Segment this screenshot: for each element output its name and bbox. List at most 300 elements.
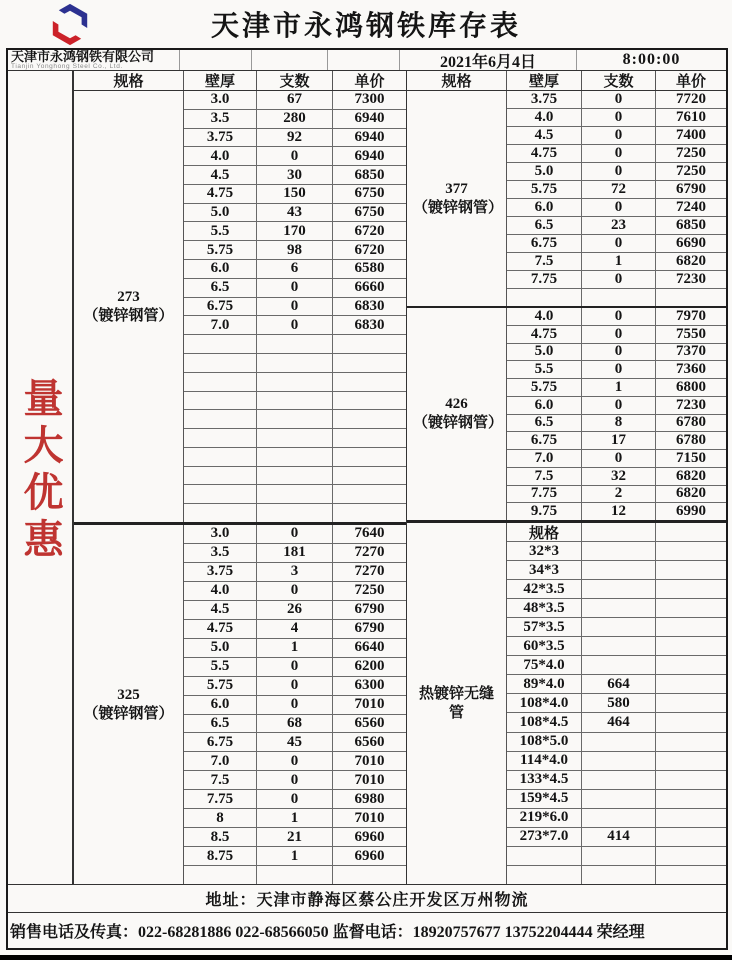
table-row [507,486,726,504]
table-cell: 3.5 [184,544,257,562]
table-cell: 7.75 [184,790,257,808]
table-cell: 7250 [676,145,706,161]
table-row [184,715,406,734]
table-cell: 3.0 [184,91,257,109]
table-cell: 17 [582,432,656,449]
spec-type: （镀锌钢管） [83,307,174,324]
table-cell [582,561,656,579]
table-row [184,828,406,847]
table-cell: 2 [582,486,656,503]
table-row [184,677,406,696]
table-cell: 68 [257,715,333,733]
table-row [184,771,406,790]
table-row [507,790,726,809]
table-cell: 5.0 [184,639,257,657]
section-rows [507,308,726,520]
table-cell [333,373,406,391]
table-cell [582,618,656,636]
table-cell: 0 [257,677,333,695]
table-cell [333,866,406,884]
table-cell: 108*4.0 [507,694,582,712]
company-logo-icon [48,3,92,46]
table-row [184,504,406,522]
table-cell [184,354,257,372]
table-row [184,467,406,486]
empty-cell [328,50,400,70]
table-row [507,109,726,127]
table-cell: 75*4.0 [507,656,582,674]
table-cell: 32*3 [507,542,582,560]
table-row [507,637,726,656]
spec-number: 273 [117,288,140,305]
table-row [507,866,726,884]
table-row [507,713,726,732]
table-cell [582,733,656,751]
table-cell: 57*3.5 [507,618,582,636]
footer-row [8,913,726,948]
time-label: 8:00:00 [622,51,681,68]
table-cell: 0 [582,450,656,467]
table-cell: 114*4.0 [507,752,582,770]
table-cell: 0 [257,582,333,600]
table-cell: 0 [582,235,656,252]
column-header-quantity: 支数 [582,71,656,90]
spec-type: （镀锌钢管） [413,199,504,216]
table-cell [257,392,333,410]
table-cell [582,637,656,655]
spec-cell [74,525,184,884]
table-cell [656,599,726,617]
table-cell: 7230 [676,271,706,287]
table-row [184,866,406,884]
company-cell [8,50,180,70]
table-cell [507,847,582,865]
table-cell [582,656,656,674]
column-header-row [74,71,406,91]
table-row [184,525,406,544]
table-cell: 3.75 [184,129,257,147]
table-cell [656,713,726,731]
table-row [507,145,726,163]
table-cell: 6780 [676,432,706,449]
table-cell: 7230 [676,396,706,413]
table-cell [656,733,726,751]
table-row [507,752,726,771]
spec-number: 热镀锌无缝管 [418,685,494,721]
table-cell: 7.0 [184,752,257,770]
table-row [507,326,726,344]
sheet-body [6,48,728,950]
spec-number: 426 [445,396,468,412]
table-row [507,450,726,468]
table-row [184,373,406,392]
table-cell: 6820 [676,253,706,269]
table-cell [582,599,656,617]
table-cell: 0 [582,308,656,325]
table-cell: 6.0 [507,397,582,414]
table-cell: 7.75 [507,486,582,503]
table-cell [507,866,582,884]
table-cell: 26 [257,601,333,619]
section-rows [507,523,726,884]
table-row [184,601,406,620]
table-row [184,696,406,715]
table-cell: 0 [257,771,333,789]
table-cell [582,866,656,884]
table-cell: 150 [257,185,333,203]
table-cell [333,504,406,522]
table-cell: 0 [257,279,333,297]
table-cell: 5.5 [184,222,257,240]
table-row [184,354,406,373]
table-row [184,733,406,752]
table-cell: 6720 [354,241,385,258]
table-cell: 5.75 [184,241,257,259]
column-header-price: 单价 [675,74,706,90]
table-row [507,181,726,199]
table-cell [582,523,656,541]
table-cell: 23 [582,217,656,234]
table-cell [656,752,726,770]
table-cell: 0 [257,298,333,316]
table-cell [582,580,656,598]
table-cell: 7550 [676,325,706,342]
table-cell: 0 [257,658,333,676]
section-426 [407,308,726,523]
table-cell: 8.75 [184,847,257,865]
table-cell: 21 [257,828,333,846]
table-cell: 4.75 [184,620,257,638]
table-row [184,222,406,241]
table-cell: 67 [257,91,333,109]
table-cell [184,485,257,503]
table-cell: 6820 [676,467,706,484]
table-cell [184,866,257,884]
table-cell [656,561,726,579]
table-cell: 7360 [676,361,706,378]
contact-text: 销售电话及传真：022-68281886 022-68566050 监督电话：18920757677 13752204444 荣经理 [10,924,645,941]
table-cell: 7.75 [507,271,582,288]
table-row [507,828,726,847]
table-row [507,432,726,450]
table-cell: 5.5 [184,658,257,676]
table-cell: 7270 [354,544,385,561]
table-row [507,253,726,271]
table-row [507,503,726,520]
table-row [184,410,406,429]
table-row [507,379,726,397]
table-row [184,448,406,467]
table-cell: 5.0 [507,344,582,361]
table-row [184,658,406,677]
table-cell: 规格 [507,523,582,541]
table-cell [257,485,333,503]
table-cell: 7250 [354,582,385,599]
table-cell: 6980 [354,790,385,807]
table-cell: 6.5 [184,279,257,297]
table-cell: 6300 [354,677,385,694]
column-header-spec: 规格 [407,71,507,90]
company-name: 天津市永鸿钢铁有限公司 [11,48,155,64]
table-row [507,561,726,580]
table-cell: 6940 [354,147,385,164]
table-cell: 7010 [354,696,385,713]
page-title: 天津市永鸿钢铁库存表 [210,11,521,42]
table-cell: 0 [257,790,333,808]
table-cell: 219*6.0 [507,809,582,827]
table-cell [656,828,726,846]
table-cell: 6.0 [184,696,257,714]
table-row [184,91,406,110]
table-cell [257,504,333,522]
table-cell: 6.75 [184,733,257,751]
table-cell: 7640 [354,525,385,542]
spec-cell [407,91,507,306]
table-cell: 4.0 [507,308,582,325]
table-cell [184,335,257,353]
table-row [184,298,406,317]
table-cell [333,392,406,410]
promo-text: 量大优惠 [18,377,63,565]
table-cell: 0 [257,316,333,334]
table-cell: 1 [257,847,333,865]
table-cell: 4.75 [507,326,582,343]
spec-number: 325 [117,686,140,703]
spec-cell [407,523,507,884]
table-cell: 6580 [354,260,385,277]
table-cell [656,289,726,306]
table-cell: 6560 [354,733,385,750]
table-cell: 6.5 [507,415,582,432]
table-cell [257,410,333,428]
table-cell: 4.5 [507,127,582,144]
table-cell [257,335,333,353]
table-cell: 45 [257,733,333,751]
table-cell [656,866,726,884]
table-cell: 0 [257,696,333,714]
spec-cell [407,308,507,520]
table-cell: 6720 [354,222,385,239]
table-cell: 4.0 [507,109,582,126]
table-cell: 6830 [354,297,385,314]
table-cell: 6990 [676,503,706,520]
table-cell: 6560 [354,715,385,731]
table-cell [257,866,333,884]
column-header-quantity: 支数 [257,71,333,90]
table-cell: 5.75 [184,677,257,695]
table-cell: 6690 [676,235,706,251]
table-cell [656,694,726,712]
table-cell: 12 [582,503,656,520]
table-cell [507,289,582,306]
table-cell [582,289,656,306]
table-row [184,204,406,223]
table-cell [333,485,406,503]
company-name-en: Tianjin Yonghong Steel Co., Ltd. [11,62,123,70]
table-cell: 7.0 [184,316,257,334]
table-cell: 4.0 [184,582,257,600]
table-cell: 32 [582,468,656,485]
table-cell: 7240 [676,199,706,215]
table-row [184,392,406,411]
table-cell: 34*3 [507,561,582,579]
table-cell: 8.5 [184,828,257,846]
table-cell [257,429,333,447]
inventory-table [8,71,726,884]
table-cell: 6.0 [507,199,582,216]
table-cell: 43 [257,204,333,222]
table-cell: 0 [582,127,656,144]
table-row [184,752,406,771]
table-row [507,656,726,675]
table-cell: 6960 [354,828,385,845]
section-hot-galvanized-seamless [407,523,726,884]
table-row [184,544,406,563]
table-cell: 3.75 [507,91,582,108]
table-cell: 7300 [354,91,385,108]
table-cell [656,523,726,541]
table-cell: 0 [257,752,333,770]
table-cell [582,847,656,865]
section-273 [74,91,406,525]
table-row [507,217,726,235]
table-cell: 0 [582,109,656,126]
table-cell: 3.75 [184,563,257,581]
column-header-row [407,71,726,91]
table-cell: 6.0 [184,260,257,278]
table-row [184,110,406,129]
table-cell: 133*4.5 [507,771,582,789]
table-cell: 6820 [676,485,706,502]
table-cell [333,354,406,372]
table-cell: 8 [582,415,656,432]
table-row [184,563,406,582]
column-header-price: 单价 [354,74,385,90]
info-row [8,50,726,71]
table-cell: 4.75 [184,185,257,203]
table-row [184,279,406,298]
table-row [507,675,726,694]
table-cell: 6750 [354,185,385,202]
table-cell: 72 [582,181,656,198]
table-cell [656,809,726,827]
table-cell: 4.5 [184,166,257,184]
table-cell: 42*3.5 [507,580,582,598]
table-row [507,618,726,637]
table-cell: 4 [257,620,333,638]
table-row [184,129,406,148]
date-label: 2021年6月4日 [400,50,577,70]
table-cell: 0 [257,147,333,165]
table-cell [184,410,257,428]
table-cell: 6850 [676,217,706,233]
table-cell: 0 [582,361,656,378]
table-cell: 0 [582,163,656,180]
column-header-spec: 规格 [74,71,184,90]
table-cell [333,429,406,447]
table-cell [257,354,333,372]
column-header-thickness: 壁厚 [507,71,582,90]
table-row [184,639,406,658]
table-cell [582,809,656,827]
spec-type: （镀锌钢管） [413,415,504,431]
section-rows [184,91,406,522]
section-rows [507,91,726,306]
table-cell: 6790 [676,181,706,197]
table-cell: 0 [582,397,656,414]
table-cell: 7.5 [184,771,257,789]
table-cell: 7010 [354,752,385,769]
table-row [507,809,726,828]
table-cell: 108*5.0 [507,733,582,751]
table-cell: 92 [257,129,333,147]
table-row [184,316,406,335]
table-cell [656,847,726,865]
table-cell: 3.0 [184,525,257,543]
table-cell: 8 [184,809,257,827]
table-row [184,809,406,828]
table-cell: 6960 [354,847,385,864]
table-cell: 6 [257,260,333,278]
left-margin [8,71,74,884]
table-cell [656,637,726,655]
table-cell [184,504,257,522]
table-cell: 1 [257,809,333,827]
table-cell [656,675,726,693]
table-cell [656,580,726,598]
table-cell [582,542,656,560]
section-325 [74,525,406,884]
table-cell: 7010 [354,771,385,788]
table-cell: 5.0 [507,163,582,180]
table-cell: 6750 [354,204,385,221]
section-rows [184,525,406,884]
table-cell: 4.0 [184,147,257,165]
table-cell: 664 [582,675,656,693]
table-cell [582,790,656,808]
address-text: 地址：天津市静海区蔡公庄开发区万州物流 [205,892,529,909]
table-cell: 89*4.0 [507,675,582,693]
table-cell: 1 [257,639,333,657]
table-cell [582,771,656,789]
spec-number: 377 [445,180,468,197]
table-cell [184,429,257,447]
table-cell: 5.75 [507,379,582,396]
table-cell: 30 [257,166,333,184]
table-cell: 6.5 [507,217,582,234]
table-row [507,308,726,326]
section-377 [407,91,726,308]
table-row [507,361,726,379]
table-row [184,582,406,601]
table-cell: 60*3.5 [507,637,582,655]
table-cell: 6.75 [184,298,257,316]
table-row [507,523,726,542]
empty-cell [252,50,328,70]
table-cell: 6940 [354,128,385,145]
table-cell: 0 [582,344,656,361]
table-cell: 6.75 [507,235,582,252]
table-row [507,733,726,752]
table-cell: 159*4.5 [507,790,582,808]
table-cell: 7150 [676,450,706,466]
table-row [184,166,406,185]
table-cell: 7970 [676,308,706,324]
table-cell: 108*4.5 [507,713,582,731]
table-row [184,790,406,809]
table-row [184,335,406,354]
table-cell: 7.5 [507,468,582,485]
